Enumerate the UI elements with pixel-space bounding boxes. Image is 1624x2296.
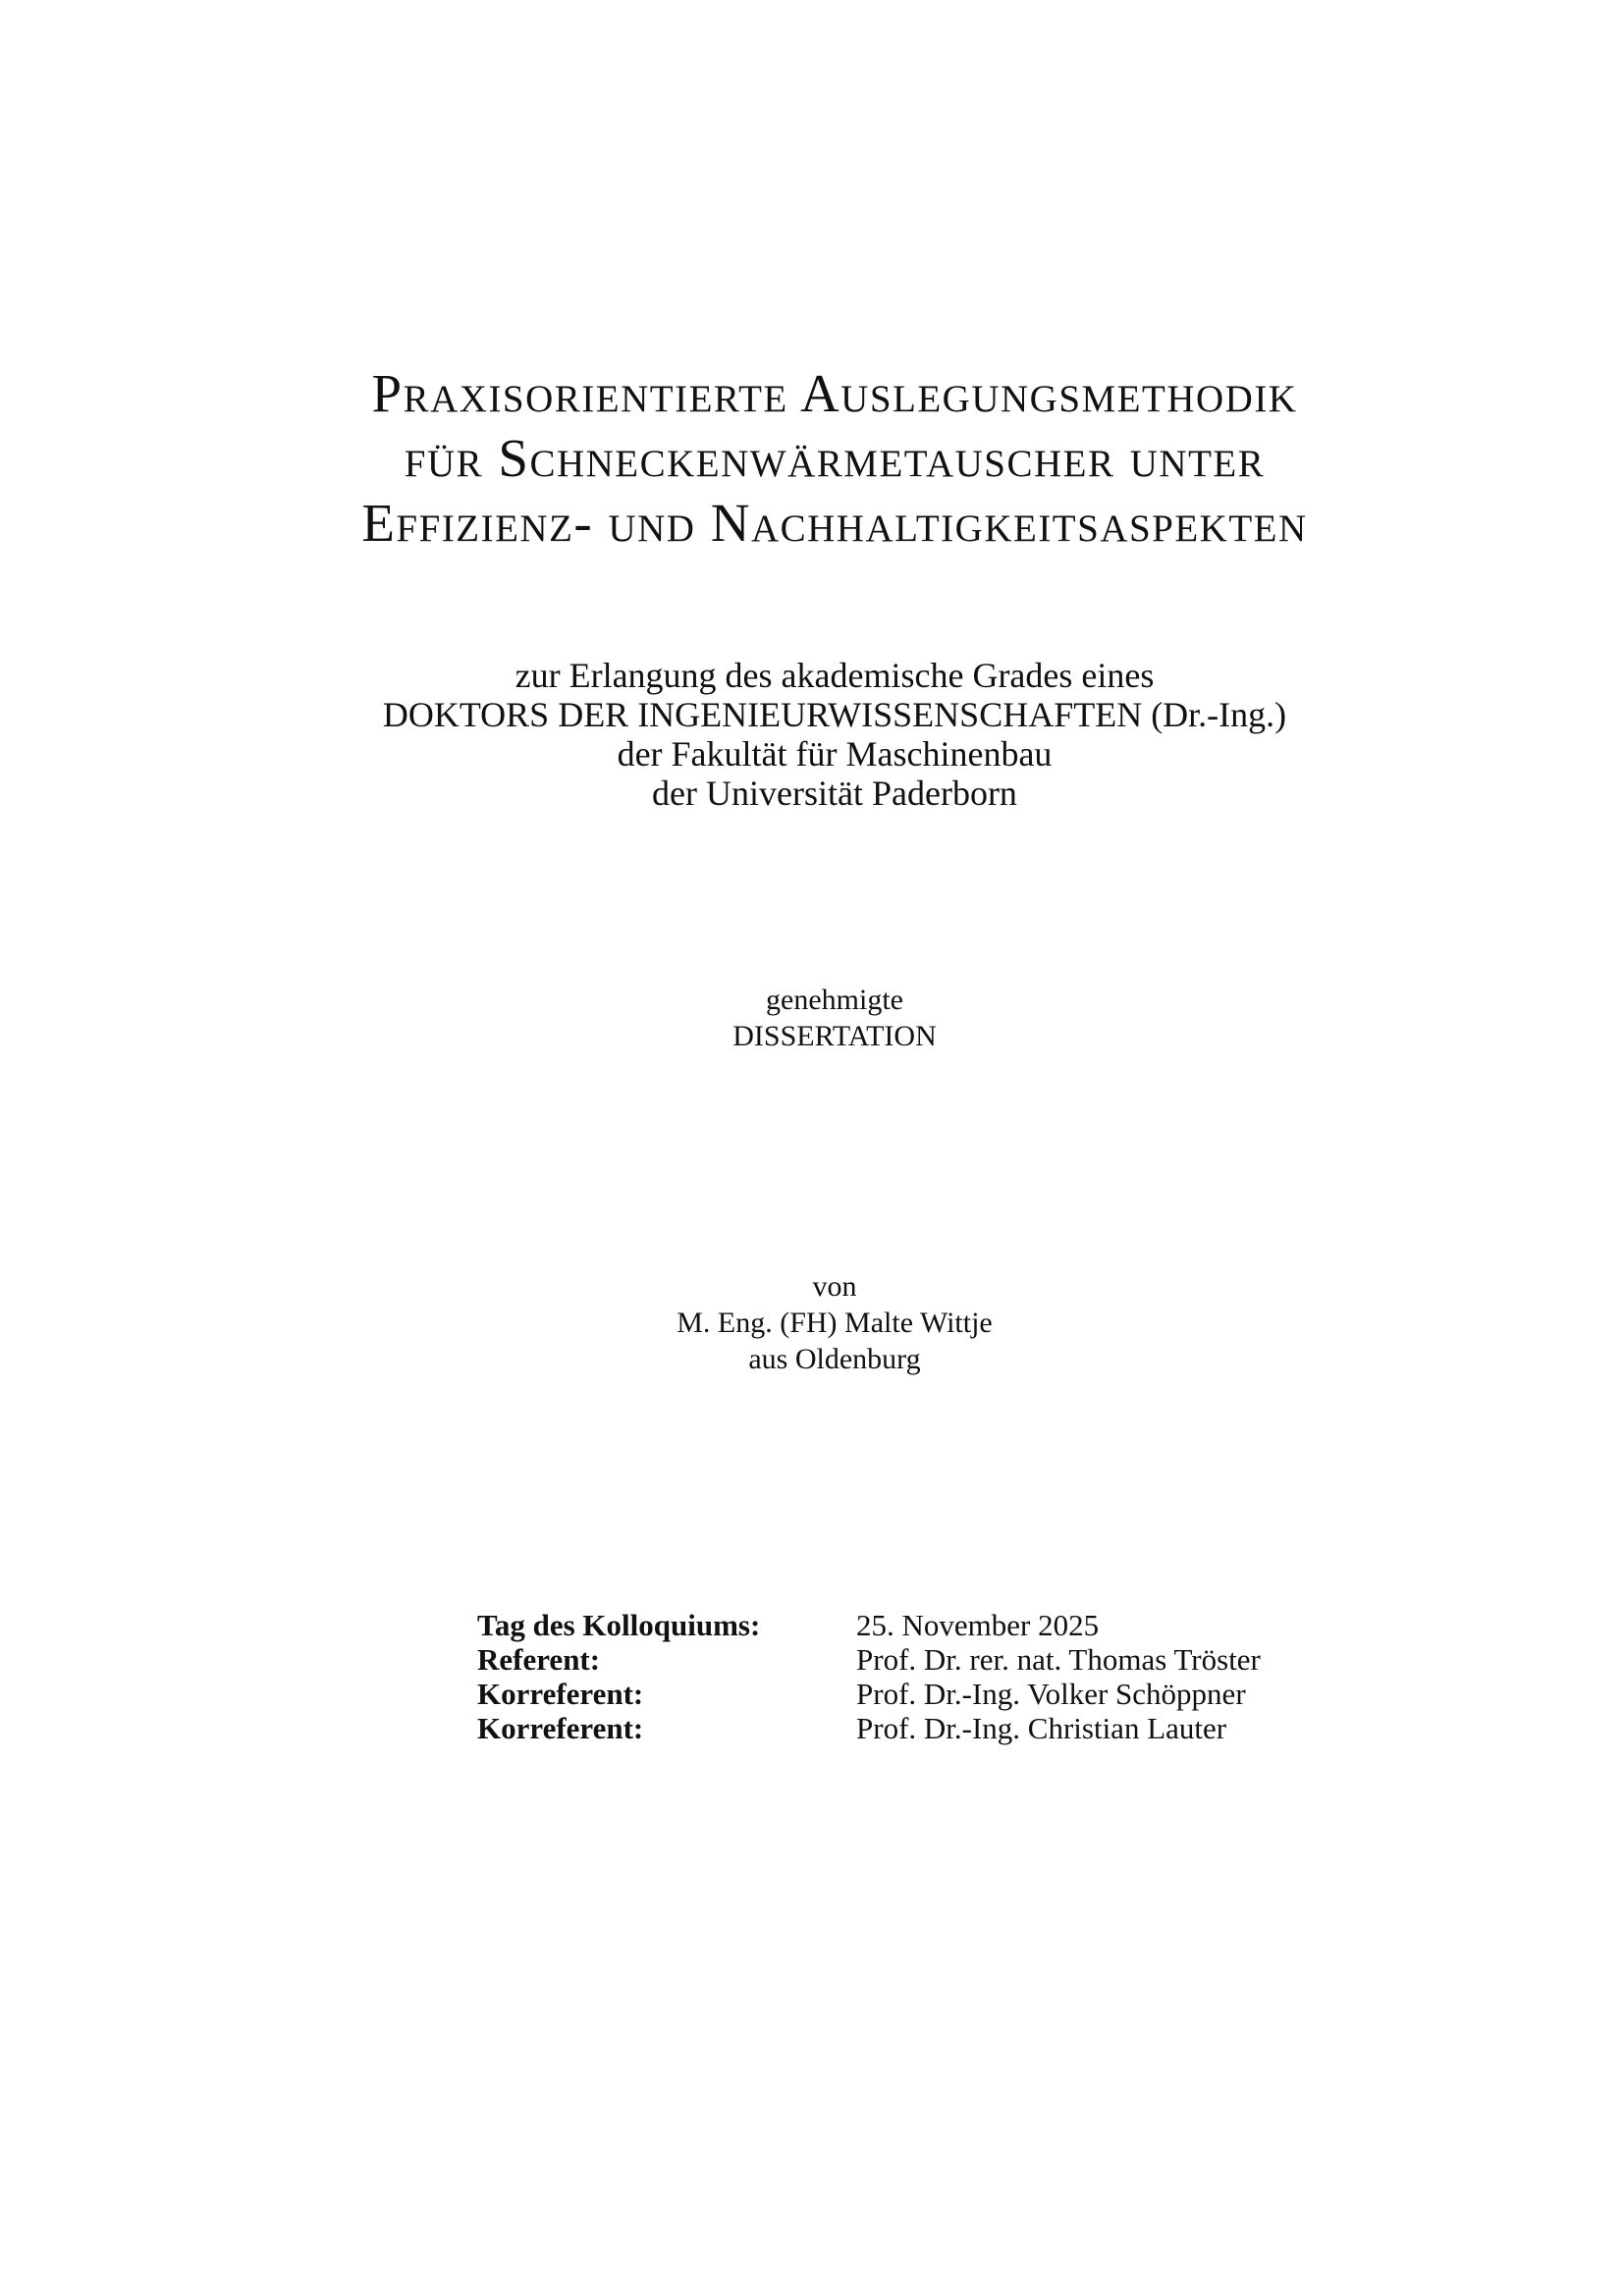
committee-table [477, 1608, 1261, 1745]
author-info [245, 1268, 1424, 1377]
committee-value: Prof. Dr. rer. nat. Thomas Tröster [856, 1642, 1261, 1677]
committee-row [477, 1677, 1261, 1711]
title-line-2: für Schneckenwärmetauscher unter [404, 428, 1266, 488]
degree-statement [245, 656, 1424, 813]
approval-note [245, 982, 1424, 1054]
author-origin: aus Oldenburg [748, 1343, 921, 1375]
committee-label: Korreferent: [477, 1677, 644, 1711]
committee-value: Prof. Dr.-Ing. Christian Lauter [856, 1711, 1227, 1745]
dissertation-title [245, 361, 1424, 556]
title-line-3: Effizienz- und Nachhaltigkeitsaspekten [361, 493, 1308, 553]
committee-row [477, 1642, 1261, 1677]
committee-value: Prof. Dr.-Ing. Volker Schöppner [856, 1677, 1246, 1711]
degree-line-1: zur Erlangung des akademische Grades eines [514, 656, 1155, 695]
approval-line-2: DISSERTATION [732, 1020, 937, 1052]
committee-label: Korreferent: [477, 1711, 644, 1745]
committee-row [477, 1711, 1261, 1745]
committee-label: Referent: [477, 1642, 601, 1677]
degree-line-4: der Universität Paderborn [652, 774, 1017, 813]
committee-row [477, 1608, 1261, 1642]
author-by: von [812, 1270, 857, 1303]
author-name: M. Eng. (FH) Malte Wittje [677, 1307, 993, 1339]
degree-line-2: DOKTORS DER INGENIEURWISSENSCHAFTEN (Dr.-Ing.) [382, 695, 1287, 734]
committee-label: Tag des Kolloquiums: [477, 1608, 761, 1642]
committee-value: 25. November 2025 [856, 1608, 1100, 1642]
degree-line-3: der Fakultät für Maschinenbau [617, 734, 1053, 774]
approval-line-1: genehmigte [766, 984, 903, 1016]
title-line-1: Praxisorientierte Auslegungsmethodik [371, 363, 1298, 423]
